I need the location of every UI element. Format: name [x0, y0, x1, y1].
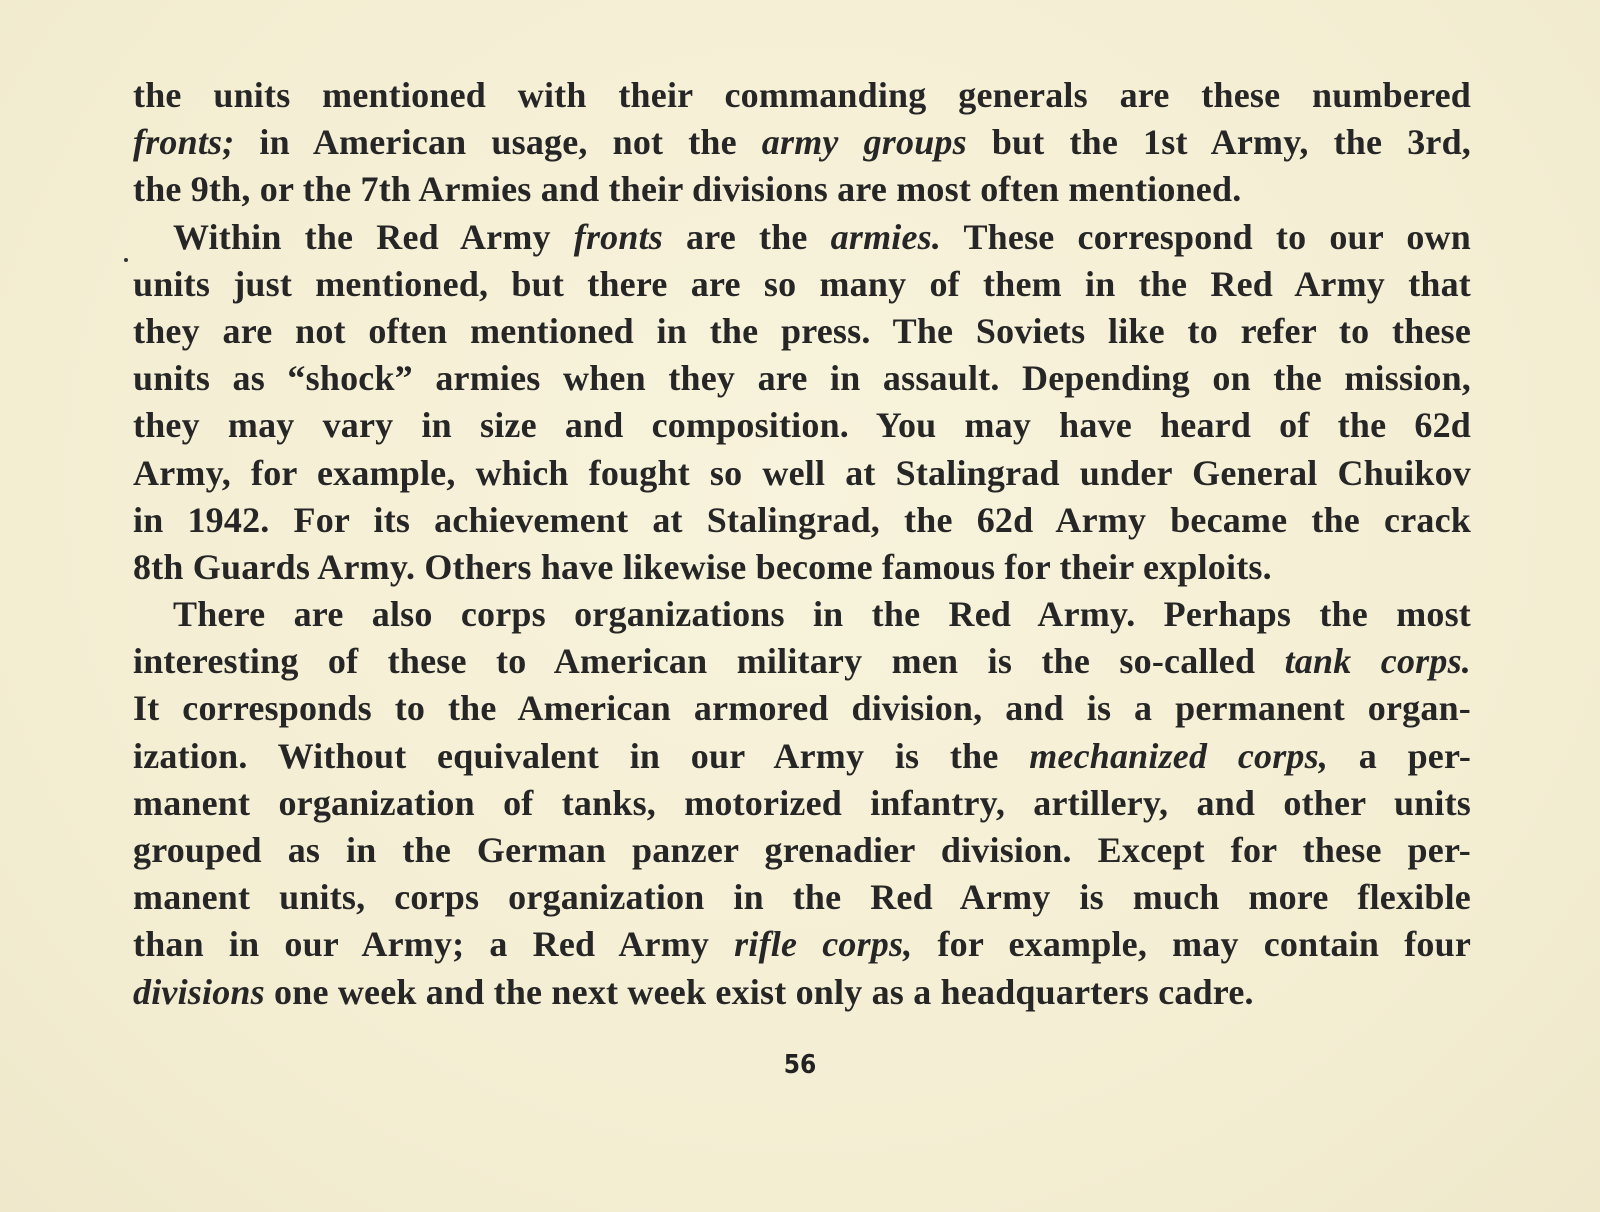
text-run: the 9th, or the 7th Armies and their divisions are most often mentioned.	[133, 169, 1242, 210]
text-line	[133, 355, 1471, 402]
text-line	[133, 308, 1471, 355]
text-line	[133, 874, 1471, 921]
italic-term: fronts	[573, 216, 663, 257]
text-line	[133, 166, 1471, 213]
text-run: but the 1st Army, the 3rd,	[966, 122, 1472, 163]
text-line	[133, 402, 1471, 449]
text-line	[133, 72, 1471, 119]
italic-term: army groups	[761, 122, 967, 163]
text-run: manent units, corps organization in the Red Army is much more flexible	[133, 877, 1471, 918]
text-run: Within the Red Army	[173, 216, 574, 257]
italic-term: tank corps.	[1284, 641, 1471, 682]
text-line	[133, 969, 1471, 1016]
ink-speck	[124, 258, 128, 262]
text-line	[133, 638, 1471, 685]
text-line	[133, 214, 1471, 261]
text-run: grouped as in the German panzer grenadier division. Except for these per-	[133, 830, 1471, 870]
italic-term: rifle corps,	[734, 924, 913, 965]
text-run: in 1942. For its achievement at Stalingrad, the 62d Army became the crack	[133, 499, 1471, 540]
text-run: units as “shock” armies when they are in assault. Depending on the mission,	[133, 358, 1471, 399]
text-run: are the	[663, 216, 831, 257]
text-line	[133, 827, 1471, 874]
text-line	[133, 591, 1471, 638]
text-line	[133, 261, 1471, 308]
text-run: in American usage, not the	[234, 122, 762, 163]
text-line	[133, 921, 1471, 968]
italic-term: fronts;	[133, 122, 235, 163]
text-line	[133, 685, 1471, 732]
text-run: manent organization of tanks, motorized infantry, artillery, and other units	[133, 782, 1471, 823]
text-run: ization. Without equivalent in our Army is the	[133, 735, 1030, 776]
text-line	[133, 497, 1471, 544]
text-run: It corresponds to the American armored division, and is a permanent organ-	[133, 688, 1471, 729]
text-line	[133, 733, 1471, 780]
text-run: they may vary in size and composition. You may have heard of the 62d	[133, 405, 1471, 446]
text-line	[133, 780, 1471, 827]
text-run: units just mentioned, but there are so many of them in the Red Army that	[133, 263, 1471, 304]
text-run: interesting of these to American military men is the so-called	[133, 641, 1285, 682]
text-run: for example, may contain four	[912, 924, 1471, 965]
text-run: the units mentioned with their commanding generals are these numbered	[133, 75, 1471, 115]
text-run: There are also corps organizations in the Red Army. Perhaps the most	[173, 594, 1471, 635]
page-number: 56	[783, 1050, 817, 1080]
text-line	[133, 450, 1471, 497]
body-text	[133, 72, 1471, 1016]
text-run: 8th Guards Army. Others have likewise become famous for their exploits.	[133, 546, 1272, 587]
text-run: Army, for example, which fought so well at Stalingrad under General Chuikov	[133, 452, 1471, 493]
italic-term: armies.	[830, 216, 942, 257]
text-run: they are not often mentioned in the press. The Soviets like to refer to these	[133, 310, 1471, 351]
italic-term: mechanized corps,	[1029, 735, 1329, 776]
text-line	[133, 119, 1471, 166]
italic-term: divisions	[133, 971, 265, 1012]
text-line	[133, 544, 1471, 591]
text-run: These correspond to our own	[941, 216, 1471, 257]
text-run: one week and the next week exist only as a headquarters cadre.	[264, 971, 1254, 1012]
text-run: a per-	[1328, 735, 1472, 776]
text-run: than in our Army; a Red Army	[133, 924, 735, 965]
